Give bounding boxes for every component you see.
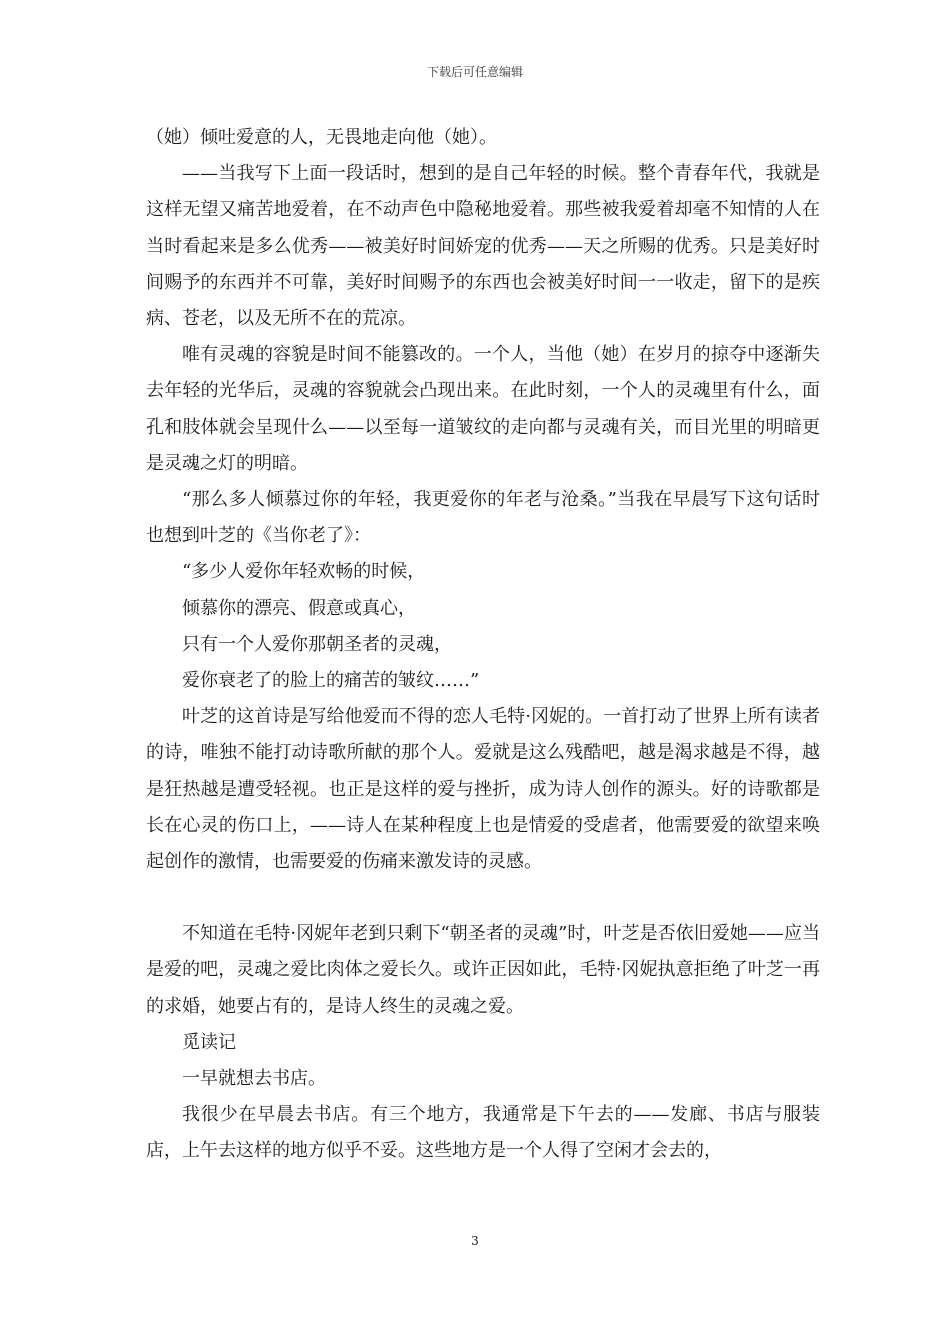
paragraph: 我很少在早晨去书店。有三个地方，我通常是下午去的——发廊、书店与服装店，上午去这样的地方似乎不妥。这些地方是一个人得了空闲才会去的， [146,1104,820,1162]
page-number: 3 [471,1234,479,1248]
paragraph: 叶芝的这首诗是写给他爱而不得的恋人毛特·冈妮的。一首打动了世界上所有读者的诗，唯独不能打动诗歌所献的那个人。爱就是这么残酷吧，越是渴求越是不得，越是狂热越是遭受轻视。也正是这样的爱与挫折，成为诗人创作的源头。好的诗歌都是长在心灵的伤口上，——诗人在某种程度上也是情爱的受虐者，他需要爱的欲望来唤起创作的激情，也需要爱的伤痛来激发诗的灵感。 [146,706,820,873]
paragraph: 一早就想去书店。 [182,1068,326,1090]
page-header: 下载后可任意编辑 [426,65,523,79]
paragraph: 不知道在毛特·冈妮年老到只剩下“朝圣者的灵魂”时，叶芝是否依旧爱她——应当是爱的吧，灵魂之爱比肉体之爱长久。或许正因如此，毛特·冈妮执意拒绝了叶芝一再的求婚，她要占有的，是诗人终生的灵魂之爱。 [146,923,820,1017]
section-title: 觅读记 [182,1031,236,1053]
poem-line: 倾慕你的漂亮、假意或真心， [182,597,416,619]
paragraph: “那么多人倾慕过你的年轻，我更爱你的年老与沧桑。”当我在早晨写下这句话时也想到叶芝的《当你老了》： [146,489,820,547]
poem-line: 只有一个人爱你那朝圣者的灵魂， [182,633,452,655]
poem-line: 爱你衰老了的脸上的痛苦的皱纹……” [182,670,480,692]
blank-line [146,880,820,916]
document-body [146,120,820,1170]
paragraph: ——当我写下上面一段话时，想到的是自己年轻的时候。整个青春年代，我就是这样无望又痛苦地爱着，在不动声色中隐秘地爱着。那些被我爱着却毫不知情的人在当时看起来是多么优秀——被美好时间娇宠的优秀——天之所赐的优秀。只是美好时间赐予的东西并不可靠，美好时间赐予的东西也会被美好时间一一收走，留下的是疾病、苍老，以及无所不在的荒凉。 [146,163,820,330]
paragraph-continuation: （她）倾吐爱意的人，无畏地走向他（她）。 [146,127,497,148]
paragraph: 唯有灵魂的容貌是时间不能篡改的。一个人，当他（她）在岁月的掠夺中逐渐失去年轻的光华后，灵魂的容貌就会凸现出来。在此时刻，一个人的灵魂里有什么，面孔和肢体就会呈现什么——以至每一道皱纹的走向都与灵魂有关，而目光里的明暗更是灵魂之灯的明暗。 [146,344,820,474]
poem-line: “多少人爱你年轻欢畅的时候， [182,561,426,583]
